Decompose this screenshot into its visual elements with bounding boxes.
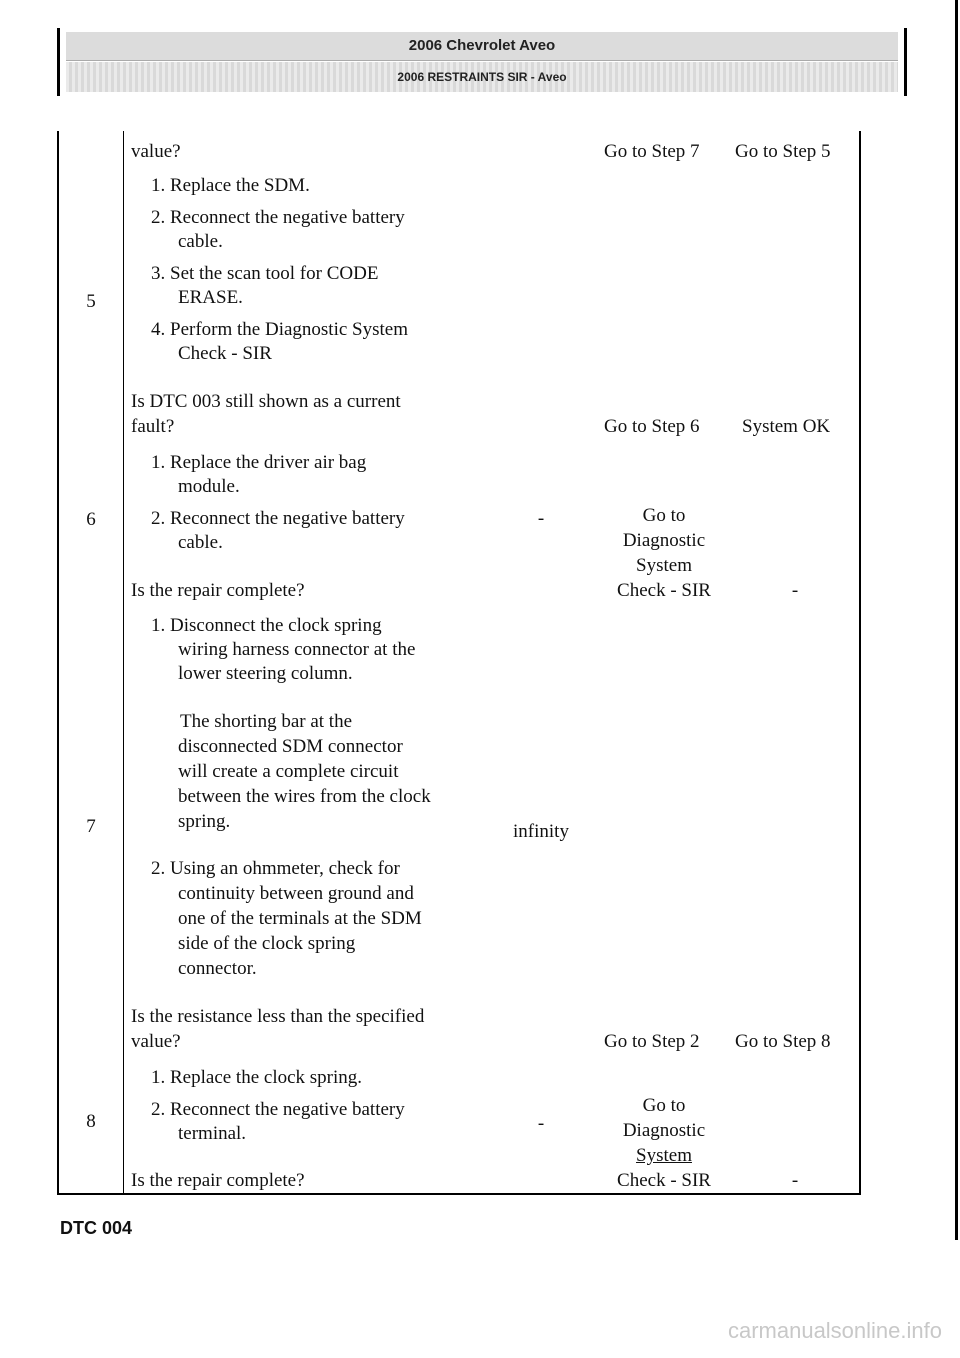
page-edge-bar [955,0,958,1240]
step7-item: continuity between ground and [178,883,414,904]
section-heading: DTC 004 [60,1218,133,1238]
step5-item: cable. [178,231,223,252]
step6-item: 1. Replace the driver air bag [151,452,367,473]
step6-yes-line: Diagnostic [622,530,706,551]
step6-item: cable. [178,532,223,553]
step-number-6: 6 [86,509,96,530]
step8-yes-line: Go to [642,1095,686,1116]
step6-item: 2. Reconnect the negative battery [151,508,405,529]
step7-value: infinity [513,821,569,842]
continued-no: Go to Step 5 [735,141,831,162]
step5-yes-result: Go to Step 6 [604,416,700,437]
step8-question: Is the repair complete? [131,1170,305,1191]
continued-yes: Go to Step 7 [604,141,700,162]
step8-item: terminal. [178,1123,247,1144]
diagnostic-table [57,131,861,1195]
step-number-5: 5 [86,291,96,312]
step7-yes-result: Go to Step 2 [604,1031,700,1052]
step8-value: - [537,1113,545,1134]
step6-item: module. [178,476,240,497]
step7-note: spring. [178,811,231,832]
step5-question: Is DTC 003 still shown as a current [131,391,401,412]
document-subtitle: 2006 RESTRAINTS SIR - Aveo [66,62,898,92]
step7-note: between the wires from the clock [178,786,431,807]
continued-question: value? [131,141,181,162]
step8-yes-line: System [636,1145,692,1166]
step7-item: 2. Using an ohmmeter, check for [151,858,400,879]
document-header [57,28,907,96]
step6-yes-line: Go to [642,505,686,526]
step7-item: wiring harness connector at the [178,639,416,660]
step7-item: 1. Disconnect the clock spring [151,615,382,636]
step5-item: 4. Perform the Diagnostic System [151,319,408,340]
step5-item: Check - SIR [178,343,272,364]
step7-item: one of the terminals at the SDM [178,908,422,929]
step5-item: 1. Replace the SDM. [151,175,310,196]
step8-item: 2. Reconnect the negative battery [151,1099,405,1120]
step6-question: Is the repair complete? [131,580,305,601]
document-title: 2006 Chevrolet Aveo [66,32,898,61]
step-number-7: 7 [86,816,96,837]
step7-question: value? [131,1031,181,1052]
step5-no-result: System OK [742,416,831,437]
step7-item: side of the clock spring [178,933,356,954]
step5-item: 2. Reconnect the negative battery [151,207,405,228]
step7-item: connector. [178,958,257,979]
step8-item: 1. Replace the clock spring. [151,1067,363,1088]
step-column-divider [123,131,124,1193]
step7-item: lower steering column. [178,663,353,684]
step5-item: 3. Set the scan tool for CODE [151,263,379,284]
step6-yes-line: Check - SIR [617,580,711,601]
watermark: carmanualsonline.info [727,1318,942,1343]
step-number-8: 8 [86,1111,96,1132]
step7-note: The shorting bar at the [180,711,353,732]
step6-no-result: - [791,580,799,601]
step8-no-result: - [791,1170,799,1191]
step8-yes-line: Diagnostic [622,1120,706,1141]
step7-no-result: Go to Step 8 [735,1031,831,1052]
step7-note: will create a complete circuit [178,761,399,782]
step6-value: - [537,508,545,529]
step8-yes-line: Check - SIR [617,1170,711,1191]
step5-question: fault? [131,416,175,437]
step7-note: disconnected SDM connector [178,736,403,757]
step6-yes-line: System [636,555,692,576]
step7-question: Is the resistance less than the specified [131,1006,425,1027]
step5-item: ERASE. [178,287,243,308]
